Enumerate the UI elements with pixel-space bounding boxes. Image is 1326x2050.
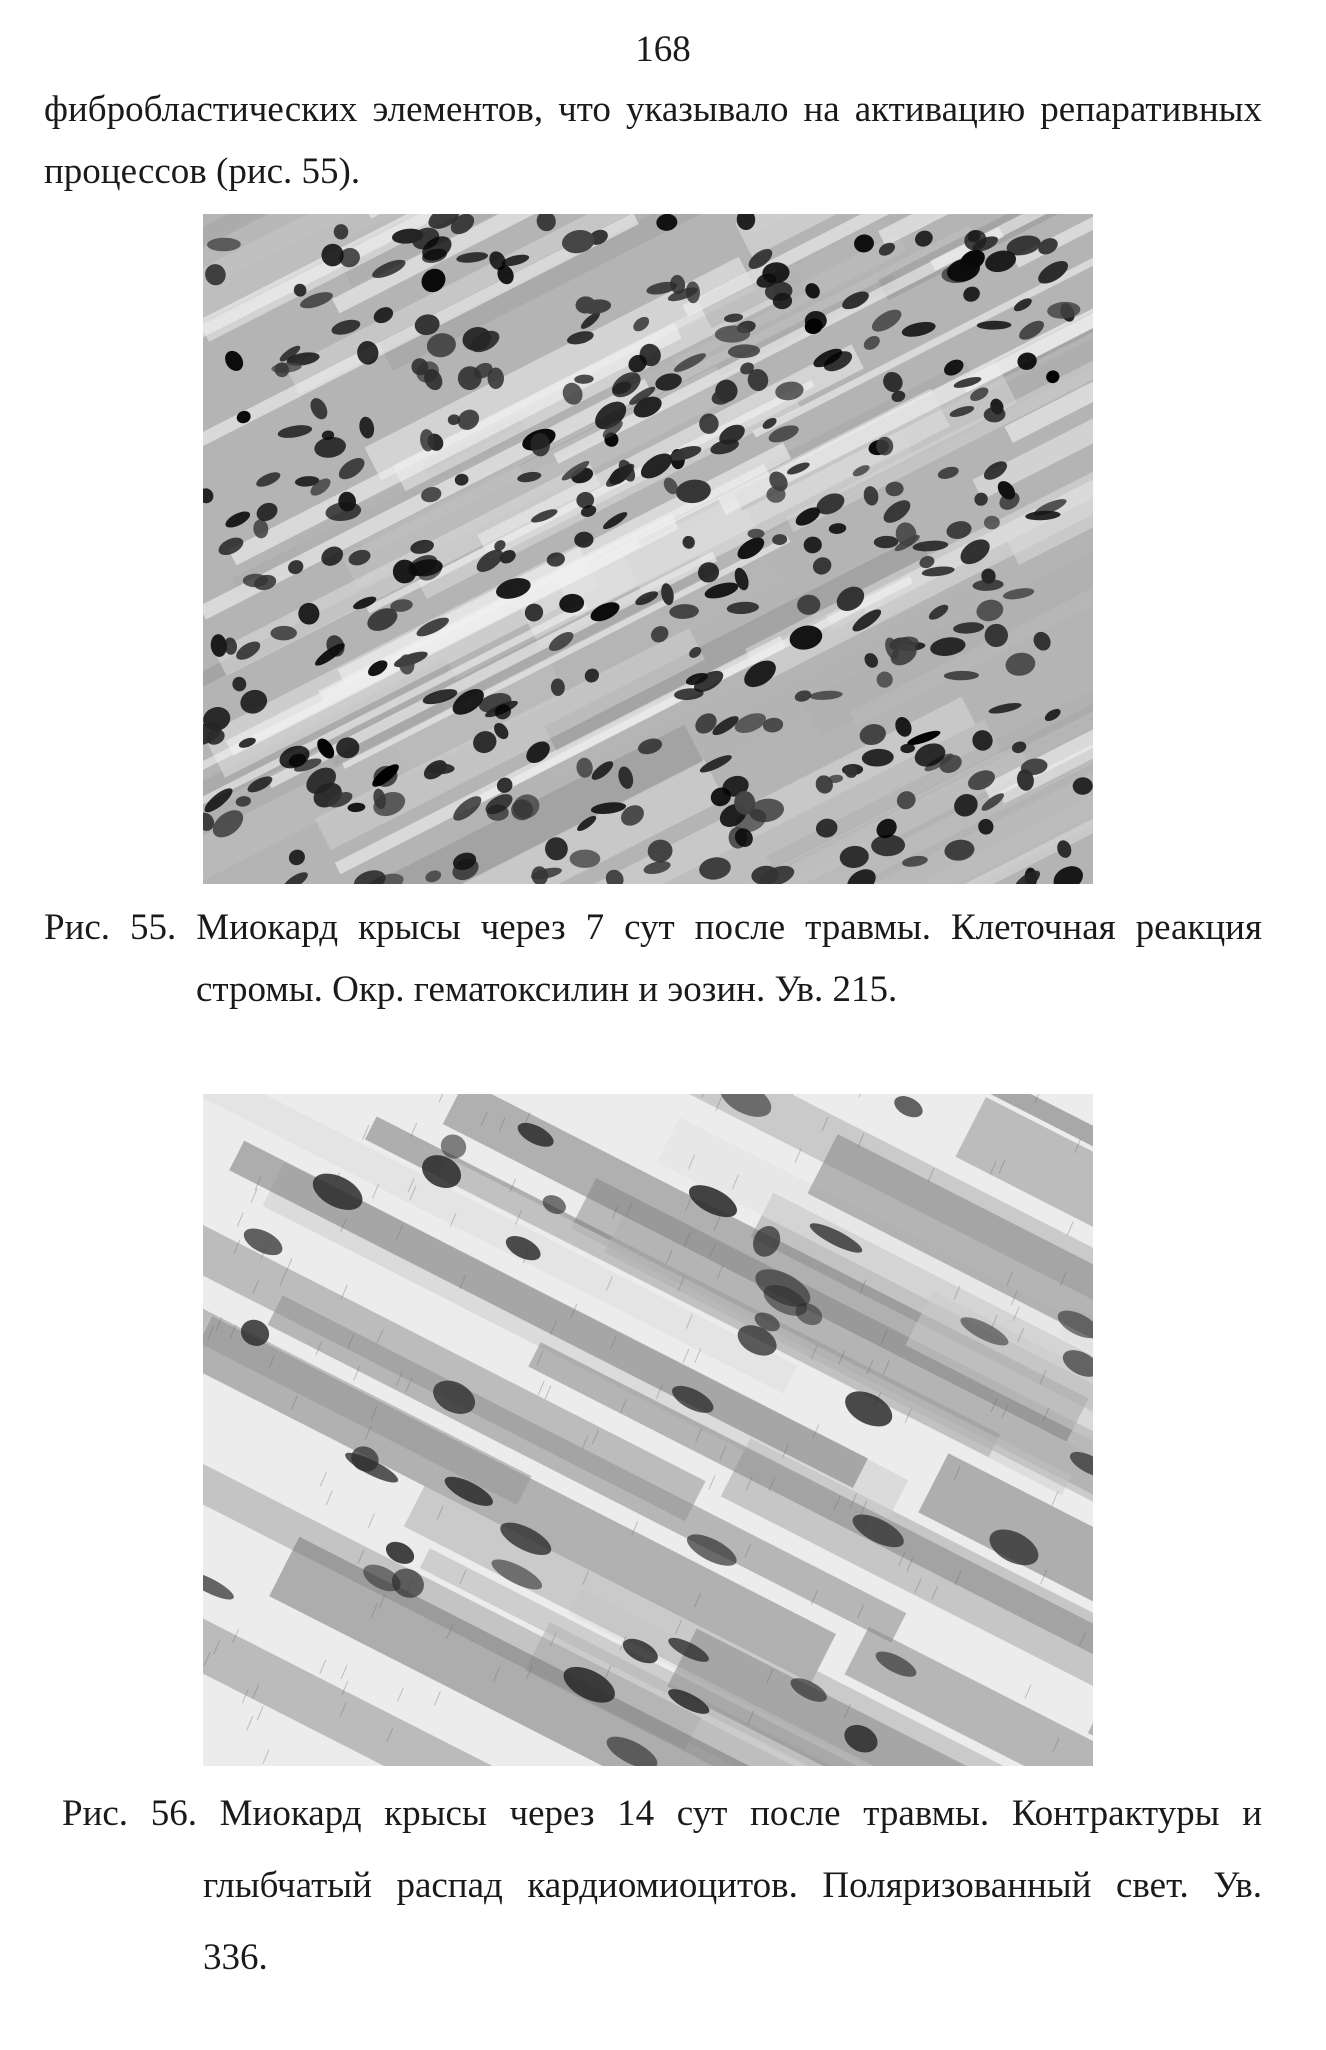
figure-56-micrograph [203,1094,1093,1766]
figure-56-caption-line-2: глыбчатый распад кардиомиоцитов. Поляризованный свет. Ув. [203,1865,1262,1906]
paragraph-line-2: процессов (рис. 55). [44,151,361,192]
paragraph-line-1: фибробластических элементов, что указывало на активацию репаративных [44,89,1262,130]
figure-56-label: Рис. 56. [62,1793,197,1834]
figure-56-caption-text-1: Миокард крысы через 14 сут после травмы. Контрактуры и [219,1793,1262,1834]
figure-56-caption-line-3: 336. [203,1937,268,1978]
page-number: 168 [635,29,691,70]
figure-55-label: Рис. 55. [44,907,177,948]
figure-55-caption-line-2: стромы. Окр. гематоксилин и эозин. Ув. 215. [196,969,898,1010]
figure-55-caption-text-1: Миокард крысы через 7 сут после травмы. Клеточная реакция [196,907,1262,948]
figure-56-caption-line-1 [62,1790,1262,1838]
figure-55-image [203,214,1093,884]
figure-55-caption-line-1 [44,904,1262,952]
figure-56-image [203,1094,1093,1766]
figure-55-micrograph [203,214,1093,884]
